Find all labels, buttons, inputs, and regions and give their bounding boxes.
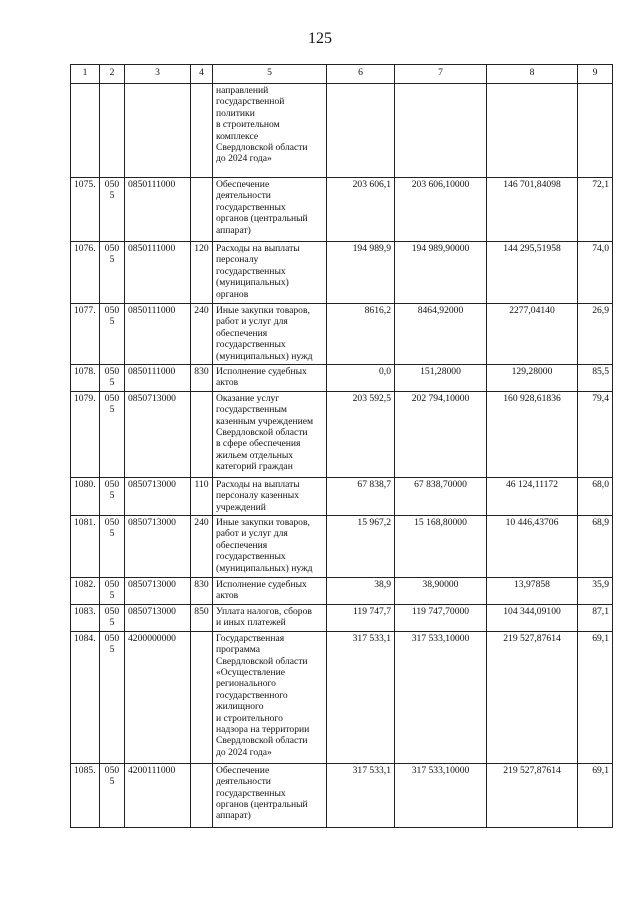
cell-plan: 38,9 (327, 578, 395, 605)
cell-csr: 0850111000 (125, 178, 191, 242)
cell-name: Оказание услуг государственным казенным учреждением Свердловской области в сфере обеспечения жильем отдельных категорий граждан (213, 391, 327, 477)
header-col-9: 9 (578, 65, 613, 84)
cell-csr: 0850713000 (125, 391, 191, 477)
cell-plan: 194 989,9 (327, 242, 395, 304)
table-row (71, 516, 613, 578)
cell-section: 0505 (100, 304, 125, 365)
cell-percent: 69,1 (578, 763, 613, 827)
table-header (71, 65, 613, 84)
table-row (71, 604, 613, 631)
cell-approved: 15 168,80000 (395, 516, 487, 578)
cell-plan: 203 592,5 (327, 391, 395, 477)
budget-table (70, 64, 613, 828)
cell-csr: 4200000000 (125, 631, 191, 763)
cell-name: Расходы на выплаты персоналу государственных (муниципальных) органов (213, 242, 327, 304)
table-row (71, 477, 613, 515)
header-col-8: 8 (487, 65, 578, 84)
cell-approved: 119 747,70000 (395, 604, 487, 631)
cell-plan: 317 533,1 (327, 631, 395, 763)
table-row (71, 578, 613, 605)
cell-vr: 120 (191, 242, 213, 304)
cell-percent: 79,4 (578, 391, 613, 477)
cell-csr: 0850111000 (125, 304, 191, 365)
cell-vr: 240 (191, 516, 213, 578)
cell-approved: 8464,92000 (395, 304, 487, 365)
cell-percent: 85,5 (578, 365, 613, 392)
cell-percent: 69,1 (578, 631, 613, 763)
header-col-4: 4 (191, 65, 213, 84)
cell-name: направлений государственной политики в строительном комплексе Свердловской области до 2024 года» (213, 84, 327, 178)
table-row (71, 763, 613, 827)
cell-section (100, 84, 125, 178)
cell-num: 1082. (71, 578, 100, 605)
cell-num: 1079. (71, 391, 100, 477)
page-number: 125 (308, 30, 332, 47)
cell-approved: 151,28000 (395, 365, 487, 392)
cell-section: 0505 (100, 631, 125, 763)
cell-approved: 317 533,10000 (395, 631, 487, 763)
cell-percent: 35,9 (578, 578, 613, 605)
cell-num: 1075. (71, 178, 100, 242)
cell-vr (191, 178, 213, 242)
cell-section: 0505 (100, 477, 125, 515)
cell-section: 0505 (100, 763, 125, 827)
cell-percent: 74,0 (578, 242, 613, 304)
cell-percent: 68,0 (578, 477, 613, 515)
cell-executed: 104 344,09100 (487, 604, 578, 631)
cell-name: Государственная программа Свердловской области «Осуществление регионального государственного жилищного и строительного надзора на территории Свердловской области до 2024 года» (213, 631, 327, 763)
cell-section: 0505 (100, 578, 125, 605)
cell-section: 0505 (100, 391, 125, 477)
cell-executed: 144 295,51958 (487, 242, 578, 304)
cell-percent: 87,1 (578, 604, 613, 631)
cell-csr: 0850111000 (125, 242, 191, 304)
cell-plan: 8616,2 (327, 304, 395, 365)
cell-name: Исполнение судебных актов (213, 578, 327, 605)
cell-num: 1083. (71, 604, 100, 631)
cell-percent: 26,9 (578, 304, 613, 365)
table-row (71, 391, 613, 477)
cell-name: Обеспечение деятельности государственных органов (центральный аппарат) (213, 178, 327, 242)
cell-executed: 13,97858 (487, 578, 578, 605)
header-row (71, 65, 613, 84)
cell-num: 1076. (71, 242, 100, 304)
cell-name: Уплата налогов, сборов и иных платежей (213, 604, 327, 631)
header-col-3: 3 (125, 65, 191, 84)
cell-vr: 830 (191, 578, 213, 605)
cell-executed: 2277,04140 (487, 304, 578, 365)
cell-section: 0505 (100, 242, 125, 304)
cell-vr: 240 (191, 304, 213, 365)
cell-plan: 119 747,7 (327, 604, 395, 631)
cell-csr: 0850713000 (125, 604, 191, 631)
cell-approved: 67 838,70000 (395, 477, 487, 515)
table-body (71, 84, 613, 828)
table-row (71, 365, 613, 392)
cell-csr: 0850713000 (125, 477, 191, 515)
cell-section: 0505 (100, 516, 125, 578)
cell-executed: 146 701,84098 (487, 178, 578, 242)
cell-num: 1085. (71, 763, 100, 827)
cell-percent: 72,1 (578, 178, 613, 242)
cell-executed: 219 527,87614 (487, 631, 578, 763)
cell-num: 1084. (71, 631, 100, 763)
cell-executed (487, 84, 578, 178)
header-col-1: 1 (71, 65, 100, 84)
cell-plan: 317 533,1 (327, 763, 395, 827)
cell-csr: 0850111000 (125, 365, 191, 392)
cell-name: Исполнение судебных актов (213, 365, 327, 392)
cell-name: Обеспечение деятельности государственных органов (центральный аппарат) (213, 763, 327, 827)
cell-plan (327, 84, 395, 178)
cell-approved: 38,90000 (395, 578, 487, 605)
cell-plan: 67 838,7 (327, 477, 395, 515)
cell-csr (125, 84, 191, 178)
cell-approved (395, 84, 487, 178)
cell-vr (191, 763, 213, 827)
cell-vr (191, 84, 213, 178)
cell-plan: 203 606,1 (327, 178, 395, 242)
table-row (71, 631, 613, 763)
cell-num: 1080. (71, 477, 100, 515)
cell-section: 0505 (100, 365, 125, 392)
table-row (71, 304, 613, 365)
cell-plan: 0,0 (327, 365, 395, 392)
cell-vr (191, 631, 213, 763)
table-row (71, 178, 613, 242)
cell-csr: 0850713000 (125, 578, 191, 605)
cell-vr: 110 (191, 477, 213, 515)
continuation-row (71, 84, 613, 178)
cell-section: 0505 (100, 604, 125, 631)
header-col-5: 5 (213, 65, 327, 84)
cell-section: 0505 (100, 178, 125, 242)
cell-executed: 129,28000 (487, 365, 578, 392)
cell-num: 1078. (71, 365, 100, 392)
header-col-6: 6 (327, 65, 395, 84)
cell-csr: 4200111000 (125, 763, 191, 827)
table-row (71, 242, 613, 304)
cell-approved: 202 794,10000 (395, 391, 487, 477)
cell-num: 1081. (71, 516, 100, 578)
cell-name: Иные закупки товаров, работ и услуг для обеспечения государственных (муниципальных) нужд (213, 304, 327, 365)
header-col-2: 2 (100, 65, 125, 84)
cell-executed: 46 124,11172 (487, 477, 578, 515)
cell-name: Иные закупки товаров, работ и услуг для обеспечения государственных (муниципальных) нужд (213, 516, 327, 578)
cell-approved: 317 533,10000 (395, 763, 487, 827)
cell-approved: 203 606,10000 (395, 178, 487, 242)
cell-percent: 68,9 (578, 516, 613, 578)
cell-approved: 194 989,90000 (395, 242, 487, 304)
cell-name: Расходы на выплаты персоналу казенных учреждений (213, 477, 327, 515)
cell-num (71, 84, 100, 178)
cell-vr: 830 (191, 365, 213, 392)
cell-executed: 160 928,61836 (487, 391, 578, 477)
cell-vr (191, 391, 213, 477)
header-col-7: 7 (395, 65, 487, 84)
cell-num: 1077. (71, 304, 100, 365)
cell-vr: 850 (191, 604, 213, 631)
cell-executed: 10 446,43706 (487, 516, 578, 578)
cell-csr: 0850713000 (125, 516, 191, 578)
cell-percent (578, 84, 613, 178)
cell-plan: 15 967,2 (327, 516, 395, 578)
cell-executed: 219 527,87614 (487, 763, 578, 827)
